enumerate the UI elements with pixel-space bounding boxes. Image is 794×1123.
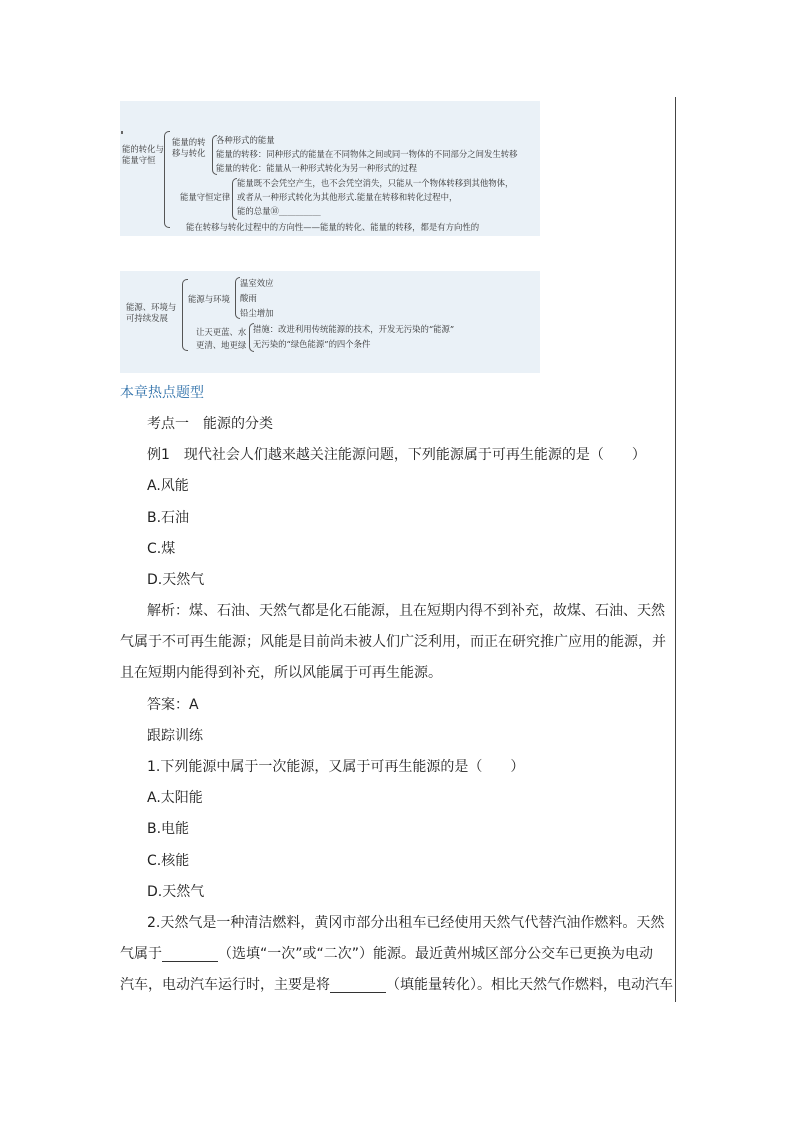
- diagram2-b2-item: 措施：改进利用传统能源的技术，开发无污染的“能源”: [253, 324, 455, 334]
- diagram2-root-brace: [182, 279, 188, 351]
- analysis-line: 气属于不可再生能源；风能是目前尚未被人们广泛利用，而正在研究推广应用的能源，并: [120, 634, 666, 650]
- page-margin-rule: [675, 97, 676, 1002]
- diagram2-b1-item: 温室效应: [240, 278, 274, 288]
- diagram1-root: 能的转化与 能量守恒: [122, 144, 164, 166]
- section-title: 本章热点题型: [120, 385, 204, 401]
- option-b: B.电能: [147, 821, 190, 837]
- diagram2-root: 能源、环境与 可持续发展: [126, 302, 177, 324]
- answer-blank[interactable]: [162, 947, 218, 962]
- analysis-line: 且在短期内能得到补充，所以风能属于可再生能源。: [120, 665, 442, 681]
- option-c: C.煤: [147, 541, 176, 557]
- option-d: D.天然气: [147, 884, 205, 900]
- diagram1-branch-transfer: 能量的转 移与转化: [172, 137, 206, 159]
- follow-up-heading: 跟踪训练: [147, 728, 203, 744]
- diagram2-b2-item: 无污染的“绿色能源”的四个条件: [253, 339, 371, 349]
- diagram1-b2-item: 能的总量⑩__________: [237, 206, 321, 216]
- answer-blank[interactable]: [330, 978, 386, 993]
- analysis-line: 解析：煤、石油、天然气都是化石能源，且在短期内得不到补充，故煤、石油、天然: [147, 603, 665, 619]
- energy-conservation-diagram: [120, 101, 540, 236]
- example-stem: 例1 现代社会人们越来越关注能源问题，下列能源属于可再生能源的是（ ）: [147, 447, 646, 463]
- option-d: D.天然气: [147, 572, 205, 588]
- option-c: C.核能: [147, 853, 190, 869]
- option-a: A.太阳能: [147, 790, 203, 806]
- diagram1-bottom-line: 能在转移与转化过程中的方向性——能量的转化、能量的转移，都是有方向性的: [186, 222, 480, 232]
- diagram2-branch-greener: 让天更蓝、水 更清、地更绿: [196, 327, 247, 350]
- diagram1-b2-item: 或者从一种形式转化为其他形式.能量在转移和转化过程中，: [237, 192, 458, 202]
- option-b: B.石油: [147, 510, 190, 526]
- answer: 答案：A: [147, 697, 199, 713]
- question-stem: 1.下列能源中属于一次能源，又属于可再生能源的是（ ）: [147, 759, 525, 775]
- option-a: A.风能: [147, 478, 189, 494]
- diagram1-b1-item: 各种形式的能量: [216, 135, 275, 145]
- question-text: （选填“一次”或“二次”）能源。最近黄州城区部分公交车已更换为电动: [218, 946, 654, 962]
- diagram1-b1-item: 能量的转移：同种形式的能量在不同物体之间或同一物体的不同部分之间发生转移: [216, 149, 518, 159]
- diagram1-branch-law: 能量守恒定律: [180, 192, 231, 202]
- diagram2-branch-environment: 能源与环境: [188, 294, 230, 304]
- question-text: 气属于: [120, 946, 162, 962]
- diagram1-b2-item: 能量既不会凭空产生，也不会凭空消失，只能从一个物体转移到其他物体，: [237, 178, 514, 188]
- diagram-mark: [121, 131, 123, 134]
- topic-heading: 考点一 能源的分类: [147, 416, 273, 432]
- diagram2-b1-item: 酸雨: [240, 293, 257, 303]
- question-line: [120, 978, 673, 993]
- question-line: 2.天然气是一种清洁燃料，黄冈市部分出租车已经使用天然气代替汽油作燃料。天然: [147, 915, 665, 931]
- diagram2-b1-item: 铅尘增加: [240, 308, 274, 318]
- energy-environment-diagram: [120, 271, 540, 373]
- question-text: （填能量转化）。相比天然气作燃料，电动汽车: [386, 977, 673, 993]
- question-line: [120, 947, 653, 962]
- diagram1-b1-item: 能量的转化：能量从一种形式转化为另一种形式的过程: [216, 163, 417, 173]
- diagram1-root-brace: [164, 131, 170, 228]
- question-text: 汽车，电动汽车运行时，主要是将: [120, 977, 330, 993]
